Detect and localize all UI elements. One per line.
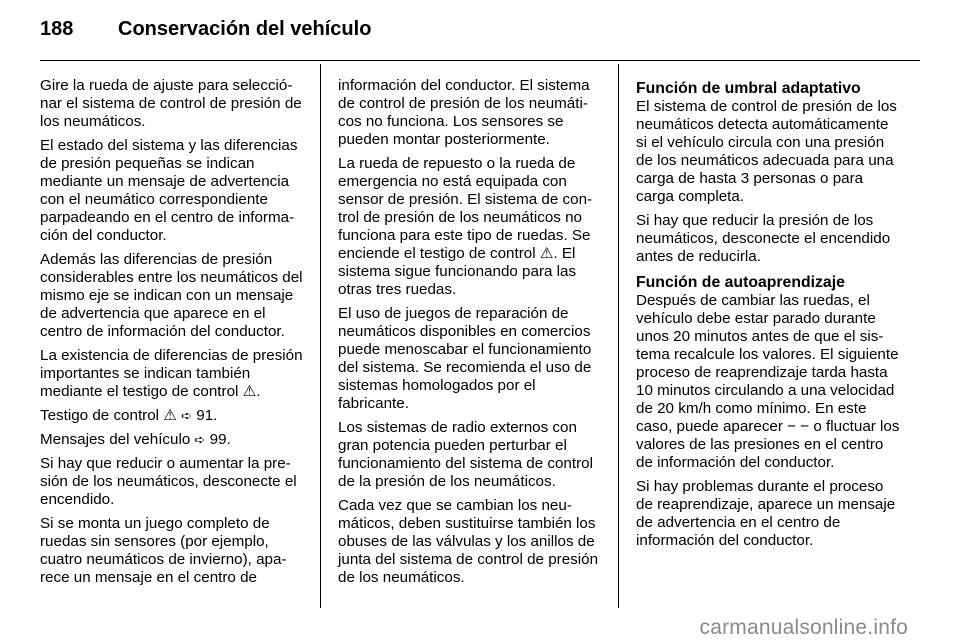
page-number: 188 [40, 18, 74, 40]
page-reference-link[interactable]: 91. [196, 407, 218, 424]
paragraph-text: Mensajes del vehículo [40, 431, 191, 448]
paragraph [40, 431, 305, 449]
page-header [40, 18, 371, 48]
column-divider-2 [618, 64, 619, 608]
header-divider [40, 60, 920, 61]
paragraph-text: La existencia de diferencias de presión importantes se indican también mediante el testigo de control [40, 347, 303, 400]
column-1 [40, 77, 305, 593]
paragraph-text: Testigo de control [40, 407, 160, 424]
paragraph-text: La rueda de repuesto o la rueda de emergencia no está equipada con sensor de presión. El sistema de control de presión de los neumáticos no funciona para este tipo de ruedas. Se enciende el testigo de control [338, 155, 593, 262]
page-reference-arrow-icon: ➪ [194, 432, 206, 447]
paragraph: Gire la rueda de ajuste para selecciónar el sistema de control de presión de los neumáticos. [40, 77, 302, 130]
paragraph [40, 407, 305, 425]
tire-pressure-warning-icon: ⚠ [242, 383, 257, 400]
paragraph: Si hay que reducir la presión de los neumáticos, desconecte el encendido antes de reducirla. [636, 212, 891, 265]
paragraph-text: Después de cambiar las ruedas, el vehículo debe estar parado durante unos 20 minutos antes de que el sistema recalcule los valores. El siguiente proceso de reaprendizaje tarda hasta 10 minutos circulando a una velocidad de 20 km/h como mínimo. En este caso, puede aparecer [636, 292, 899, 435]
paragraph: El sistema de control de presión de los neumáticos detecta automáticamente si el vehículo circula con una presión de los neumáticos adecuada para una carga de hasta 3 personas o para carga completa. [636, 98, 897, 205]
section-heading: Función de autoaprendizaje [636, 274, 845, 291]
tire-pressure-warning-icon: ⚠ [163, 407, 177, 424]
paragraph: Si se monta un juego completo de ruedas sin sensores (por ejemplo, cuatro neumáticos de invierno), aparece un mensaje en el centro de [40, 515, 287, 586]
column-divider-1 [320, 64, 321, 608]
column-3 [636, 77, 902, 556]
page-title: Conservación del vehículo [118, 18, 372, 40]
paragraph: Los sistemas de radio externos con gran potencia pueden perturbar el funcionamiento del sistema de control de la presión de los neumáticos. [338, 419, 593, 490]
paragraph: El uso de juegos de reparación de neumáticos disponibles en comercios puede menoscabar el funcionamiento del sistema. Se recomienda el uso de sistemas homologados por el fabricante. [338, 305, 592, 412]
dashes-display: − − [787, 418, 810, 435]
watermark: carmanualsonline.info [699, 616, 908, 639]
paragraph: Cada vez que se cambian los neumáticos, deben sustituirse también los obuses de las válvulas y los anillos de junta del sistema de control de presión de los neumáticos. [338, 497, 599, 586]
paragraph: Si hay que reducir o aumentar la presión de los neumáticos, desconecte el encendido. [40, 455, 297, 508]
page-reference-link[interactable]: 99. [209, 431, 231, 448]
paragraph-text: . El sistema sigue funcionando para las otras tres ruedas. [338, 245, 577, 298]
paragraph: Además las diferencias de presión considerables entre los neumáticos del mismo eje se indican con un mensaje de advertencia que aparece en el centro de información del conductor. [40, 251, 303, 340]
paragraph-text: . [256, 383, 261, 400]
paragraph: Si hay problemas durante el proceso de reaprendizaje, aparece un mensaje de advertencia en el centro de información del conductor. [636, 478, 896, 549]
section-heading: Función de umbral adaptativo [636, 80, 861, 97]
paragraph: El estado del sistema y las diferencias de presión pequeñas se indican mediante un mensaje de advertencia con el neumático correspondiente parpadeando en el centro de información del conductor. [40, 137, 298, 244]
tire-pressure-warning-icon: ⚠ [539, 245, 554, 262]
paragraph [40, 347, 305, 401]
column-2 [338, 77, 604, 593]
paragraph [636, 292, 902, 472]
paragraph: información del conductor. El sistema de control de presión de los neumáticos no funciona. Los sensores se pueden montar posteriormente. [338, 77, 590, 148]
page-reference-arrow-icon: ➪ [181, 408, 193, 423]
paragraph-text: o fluctuar los valores de las presiones en el centro de información del conductor. [636, 418, 900, 471]
paragraph [338, 155, 604, 299]
